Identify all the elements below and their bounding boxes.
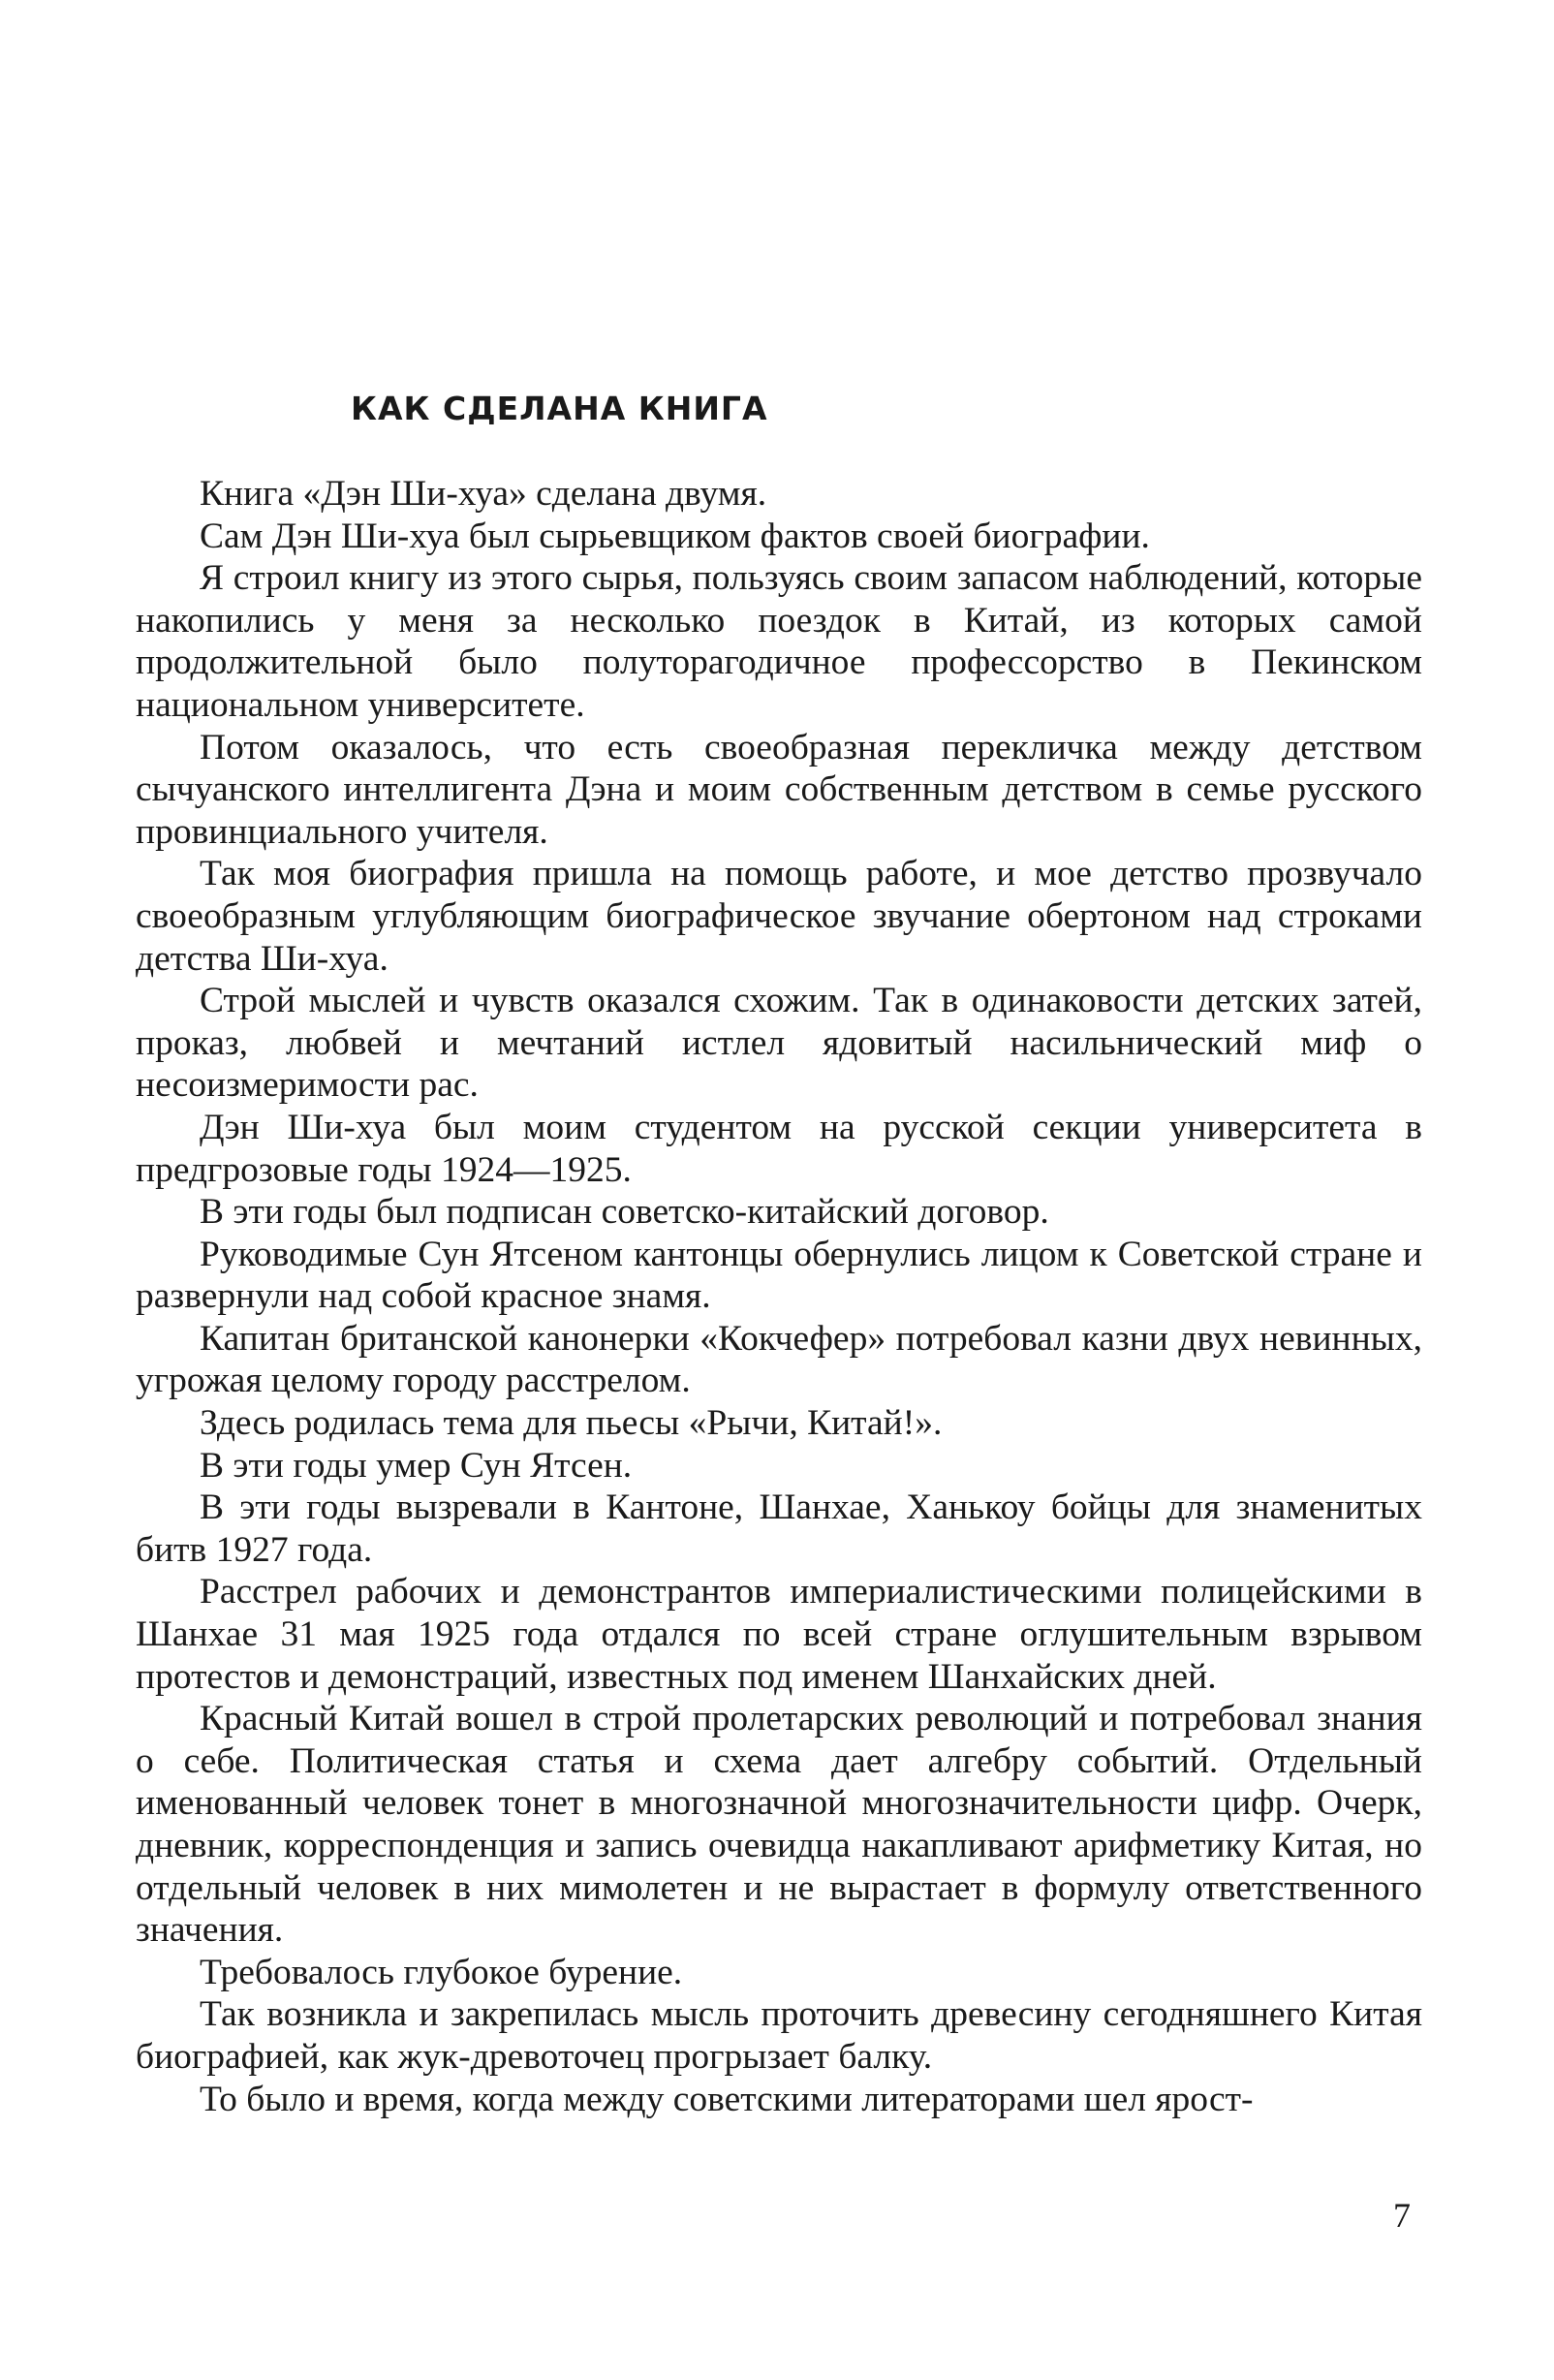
body-text <box>136 473 1422 2120</box>
paragraph: Дэн Ши-хуа был моим студентом на русской секции университета в предгрозовые годы 1924—1925. <box>136 1107 1422 1190</box>
paragraph: Так возникла и закрепилась мысль проточить древесину сегодняшнего Китая биографией, как жук-древоточец прогрызает балку. <box>136 1994 1422 2077</box>
paragraph: Капитан британской канонерки «Кокчефер» потребовал казни двух невинных, угрожая целому городу расстрелом. <box>136 1318 1422 1401</box>
paragraph: В эти годы был подписан советско-китайский договор. <box>200 1192 1049 1233</box>
paragraph: То было и время, когда между советскими литераторами шел ярост- <box>200 2079 1254 2119</box>
paragraph: Требовалось глубокое бурение. <box>200 1952 683 1992</box>
paragraph: В эти годы умер Сун Ятсен. <box>200 1445 633 1486</box>
paragraph: Я строил книгу из этого сырья, пользуясь своим запасом наблюдений, которые накопились у меня за несколько поездок в Китай, из которых самой продолжительной было полуторагодичное профессорство в Пекинском национальном университете. <box>136 558 1422 725</box>
page-number: 7 <box>1393 2196 1411 2235</box>
paragraph: Потом оказалось, что есть своеобразная перекличка между детством сычуанского интеллигента Дэна и моим собственным детством в семье русского провинциального учителя. <box>136 727 1422 852</box>
paragraph: Сам Дэн Ши-хуа был сырьевщиком фактов своей биографии. <box>200 516 1150 556</box>
paragraph: Здесь родилась тема для пьесы «Рычи, Китай!». <box>200 1403 943 1444</box>
chapter-heading: КАК СДЕЛАНА КНИГА <box>351 390 768 427</box>
paragraph: Книга «Дэн Ши-хуа» сделана двумя. <box>200 474 767 514</box>
paragraph: Строй мыслей и чувств оказался схожим. Так в одинаковости детских затей, проказ, любвей и мечтаний истлел ядовитый насильнический миф о несоизмеримости рас. <box>136 981 1422 1106</box>
paragraph: Руководимые Сун Ятсеном кантонцы обернулись лицом к Советской стране и развернули над собой красное знамя. <box>136 1234 1422 1317</box>
paragraph: Расстрел рабочих и демонстрантов империалистическими полицейскими в Шанхае 31 мая 1925 года отдался по всей стране оглушительным взрывом протестов и демонстраций, известных под именем Шанхайских дней. <box>136 1572 1422 1697</box>
paragraph: Так моя биография пришла на помощь работе, и мое детство прозвучало своеобразным углубляющим биографическое звучание обертоном над строками детства Ши-хуа. <box>136 854 1422 979</box>
paragraph: Красный Китай вошел в строй пролетарских революций и потребовал знания о себе. Политическая статья и схема дает алгебру событий. Отдельный именованный человек тонет в многозначной многозначительности цифр. Очерк, дневник, корреспонденция и запись очевидца накапливают арифметику Китая, но отдельный человек в них мимолетен и не вырастает в формулу ответственного значения. <box>136 1699 1422 1951</box>
paragraph: В эти годы вызревали в Кантоне, Шанхае, Ханькоу бойцы для знаменитых битв 1927 года. <box>136 1488 1422 1570</box>
